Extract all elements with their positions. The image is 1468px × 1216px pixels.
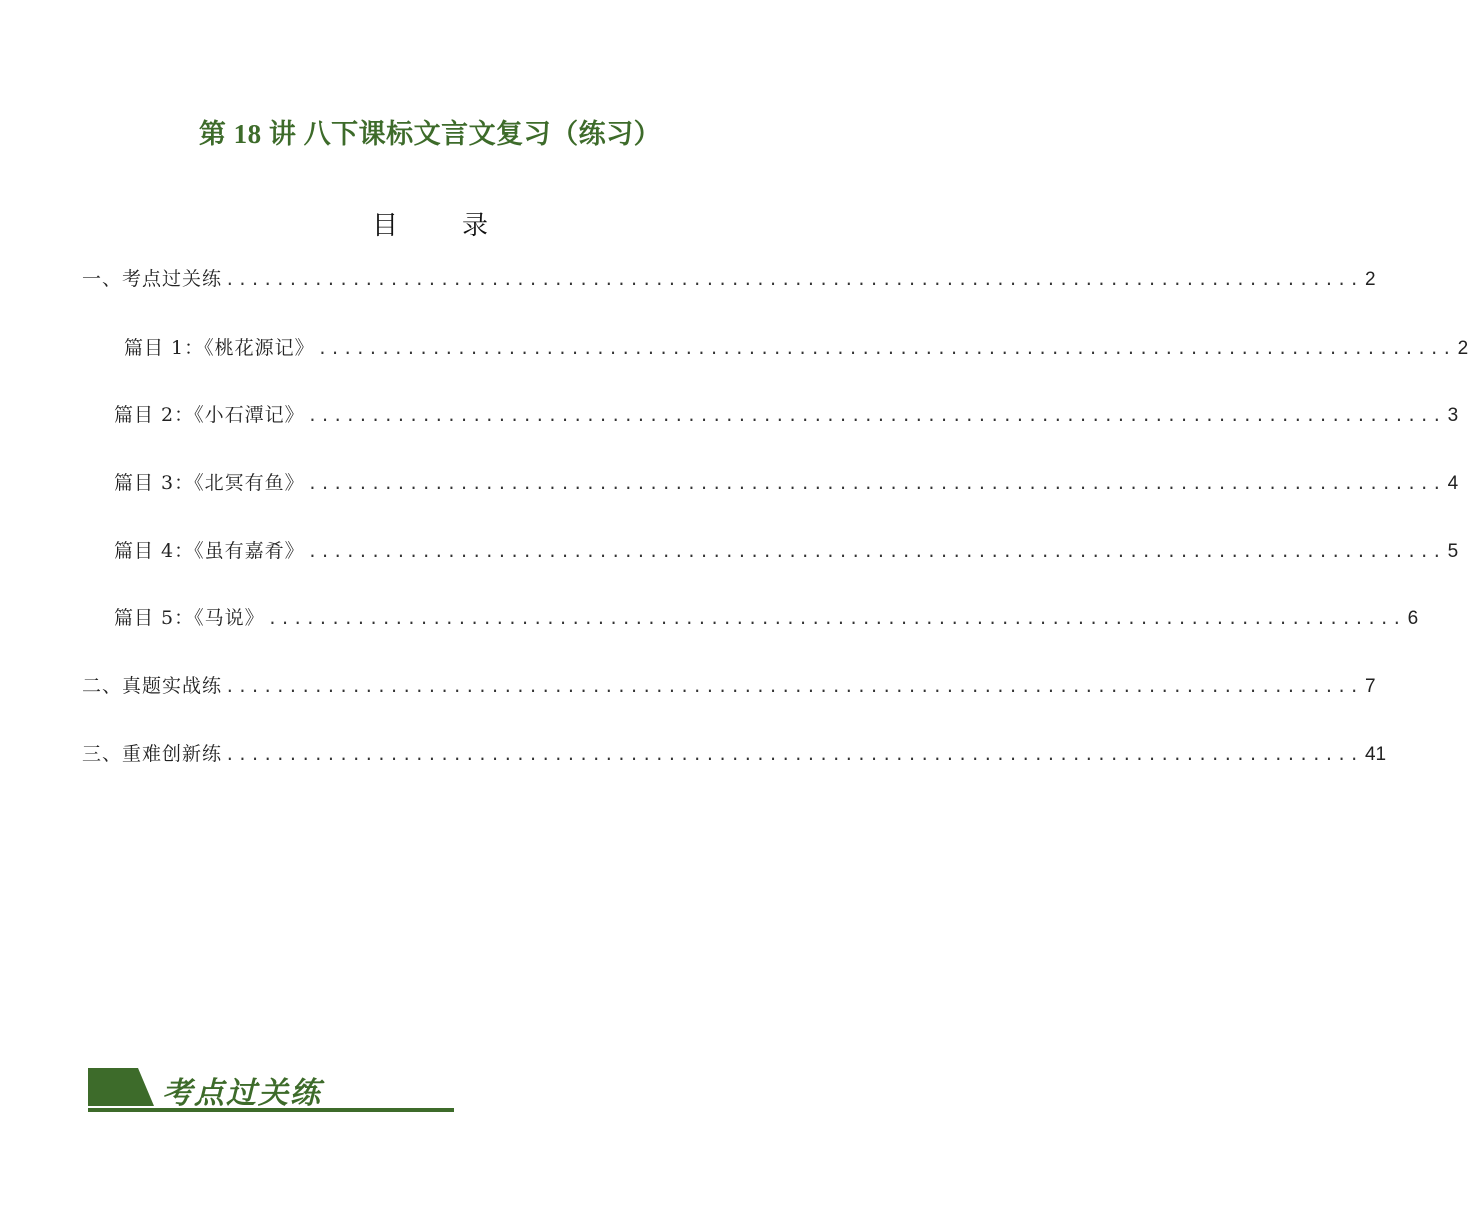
- toc-entry-page: 4: [1447, 473, 1459, 494]
- toc-entry-article-2[interactable]: [114, 401, 1459, 429]
- toc-leader-dots: ..........................................................................................: [225, 745, 1362, 764]
- toc-entry-label: 三、重难创新练: [82, 743, 223, 765]
- toc-entry-section-3[interactable]: [82, 740, 1387, 768]
- toc-entry-article-5[interactable]: [114, 604, 1419, 632]
- toc-heading: [0, 205, 860, 242]
- toc-entry-article-4[interactable]: [114, 537, 1459, 565]
- toc-leader-dots: ..........................................................................................: [307, 406, 1445, 425]
- toc-entry-page: 6: [1407, 608, 1419, 629]
- toc-entry-page: 41: [1364, 744, 1387, 765]
- toc-heading-right: 录: [462, 211, 489, 241]
- section-banner: [88, 1064, 454, 1116]
- section-banner-label: 考点过关练: [162, 1076, 322, 1111]
- toc-entry-article-1[interactable]: [124, 334, 1468, 362]
- toc-entry-page: 5: [1447, 541, 1459, 562]
- toc-entry-label: 二、真题实战练: [82, 675, 223, 697]
- toc-entry-label: 篇目 1：《桃花源记》: [124, 337, 315, 359]
- toc-leader-dots: ..........................................................................................: [225, 270, 1362, 289]
- document-title: 第 18 讲 八下课标文言文复习（练习）: [198, 119, 662, 149]
- toc-leader-dots: ..........................................................................................: [307, 474, 1445, 493]
- toc-entry-label: 篇目 5：《马说》: [114, 607, 265, 629]
- toc-entry-article-3[interactable]: [114, 469, 1459, 497]
- toc-leader-dots: ..........................................................................................: [307, 542, 1445, 561]
- toc-entry-section-1[interactable]: [82, 265, 1376, 293]
- toc-entry-label: 篇目 4：《虽有嘉肴》: [114, 540, 305, 562]
- toc-leader-dots: ..........................................................................................: [225, 677, 1362, 696]
- toc-leader-dots: ..........................................................................................: [317, 339, 1455, 358]
- toc-entry-page: 3: [1447, 405, 1459, 426]
- toc-entry-label: 一、考点过关练: [82, 268, 223, 290]
- toc-leader-dots: ..........................................................................................: [267, 609, 1405, 628]
- toc-entry-page: 2: [1457, 338, 1468, 359]
- toc-entry-section-2[interactable]: [82, 672, 1376, 700]
- toc-entry-label: 篇目 2：《小石潭记》: [114, 404, 305, 426]
- toc-heading-left: 目: [371, 211, 398, 241]
- toc-entry-page: 2: [1364, 269, 1376, 290]
- toc-entry-page: 7: [1364, 676, 1376, 697]
- toc-entry-label: 篇目 3：《北冥有鱼》: [114, 472, 305, 494]
